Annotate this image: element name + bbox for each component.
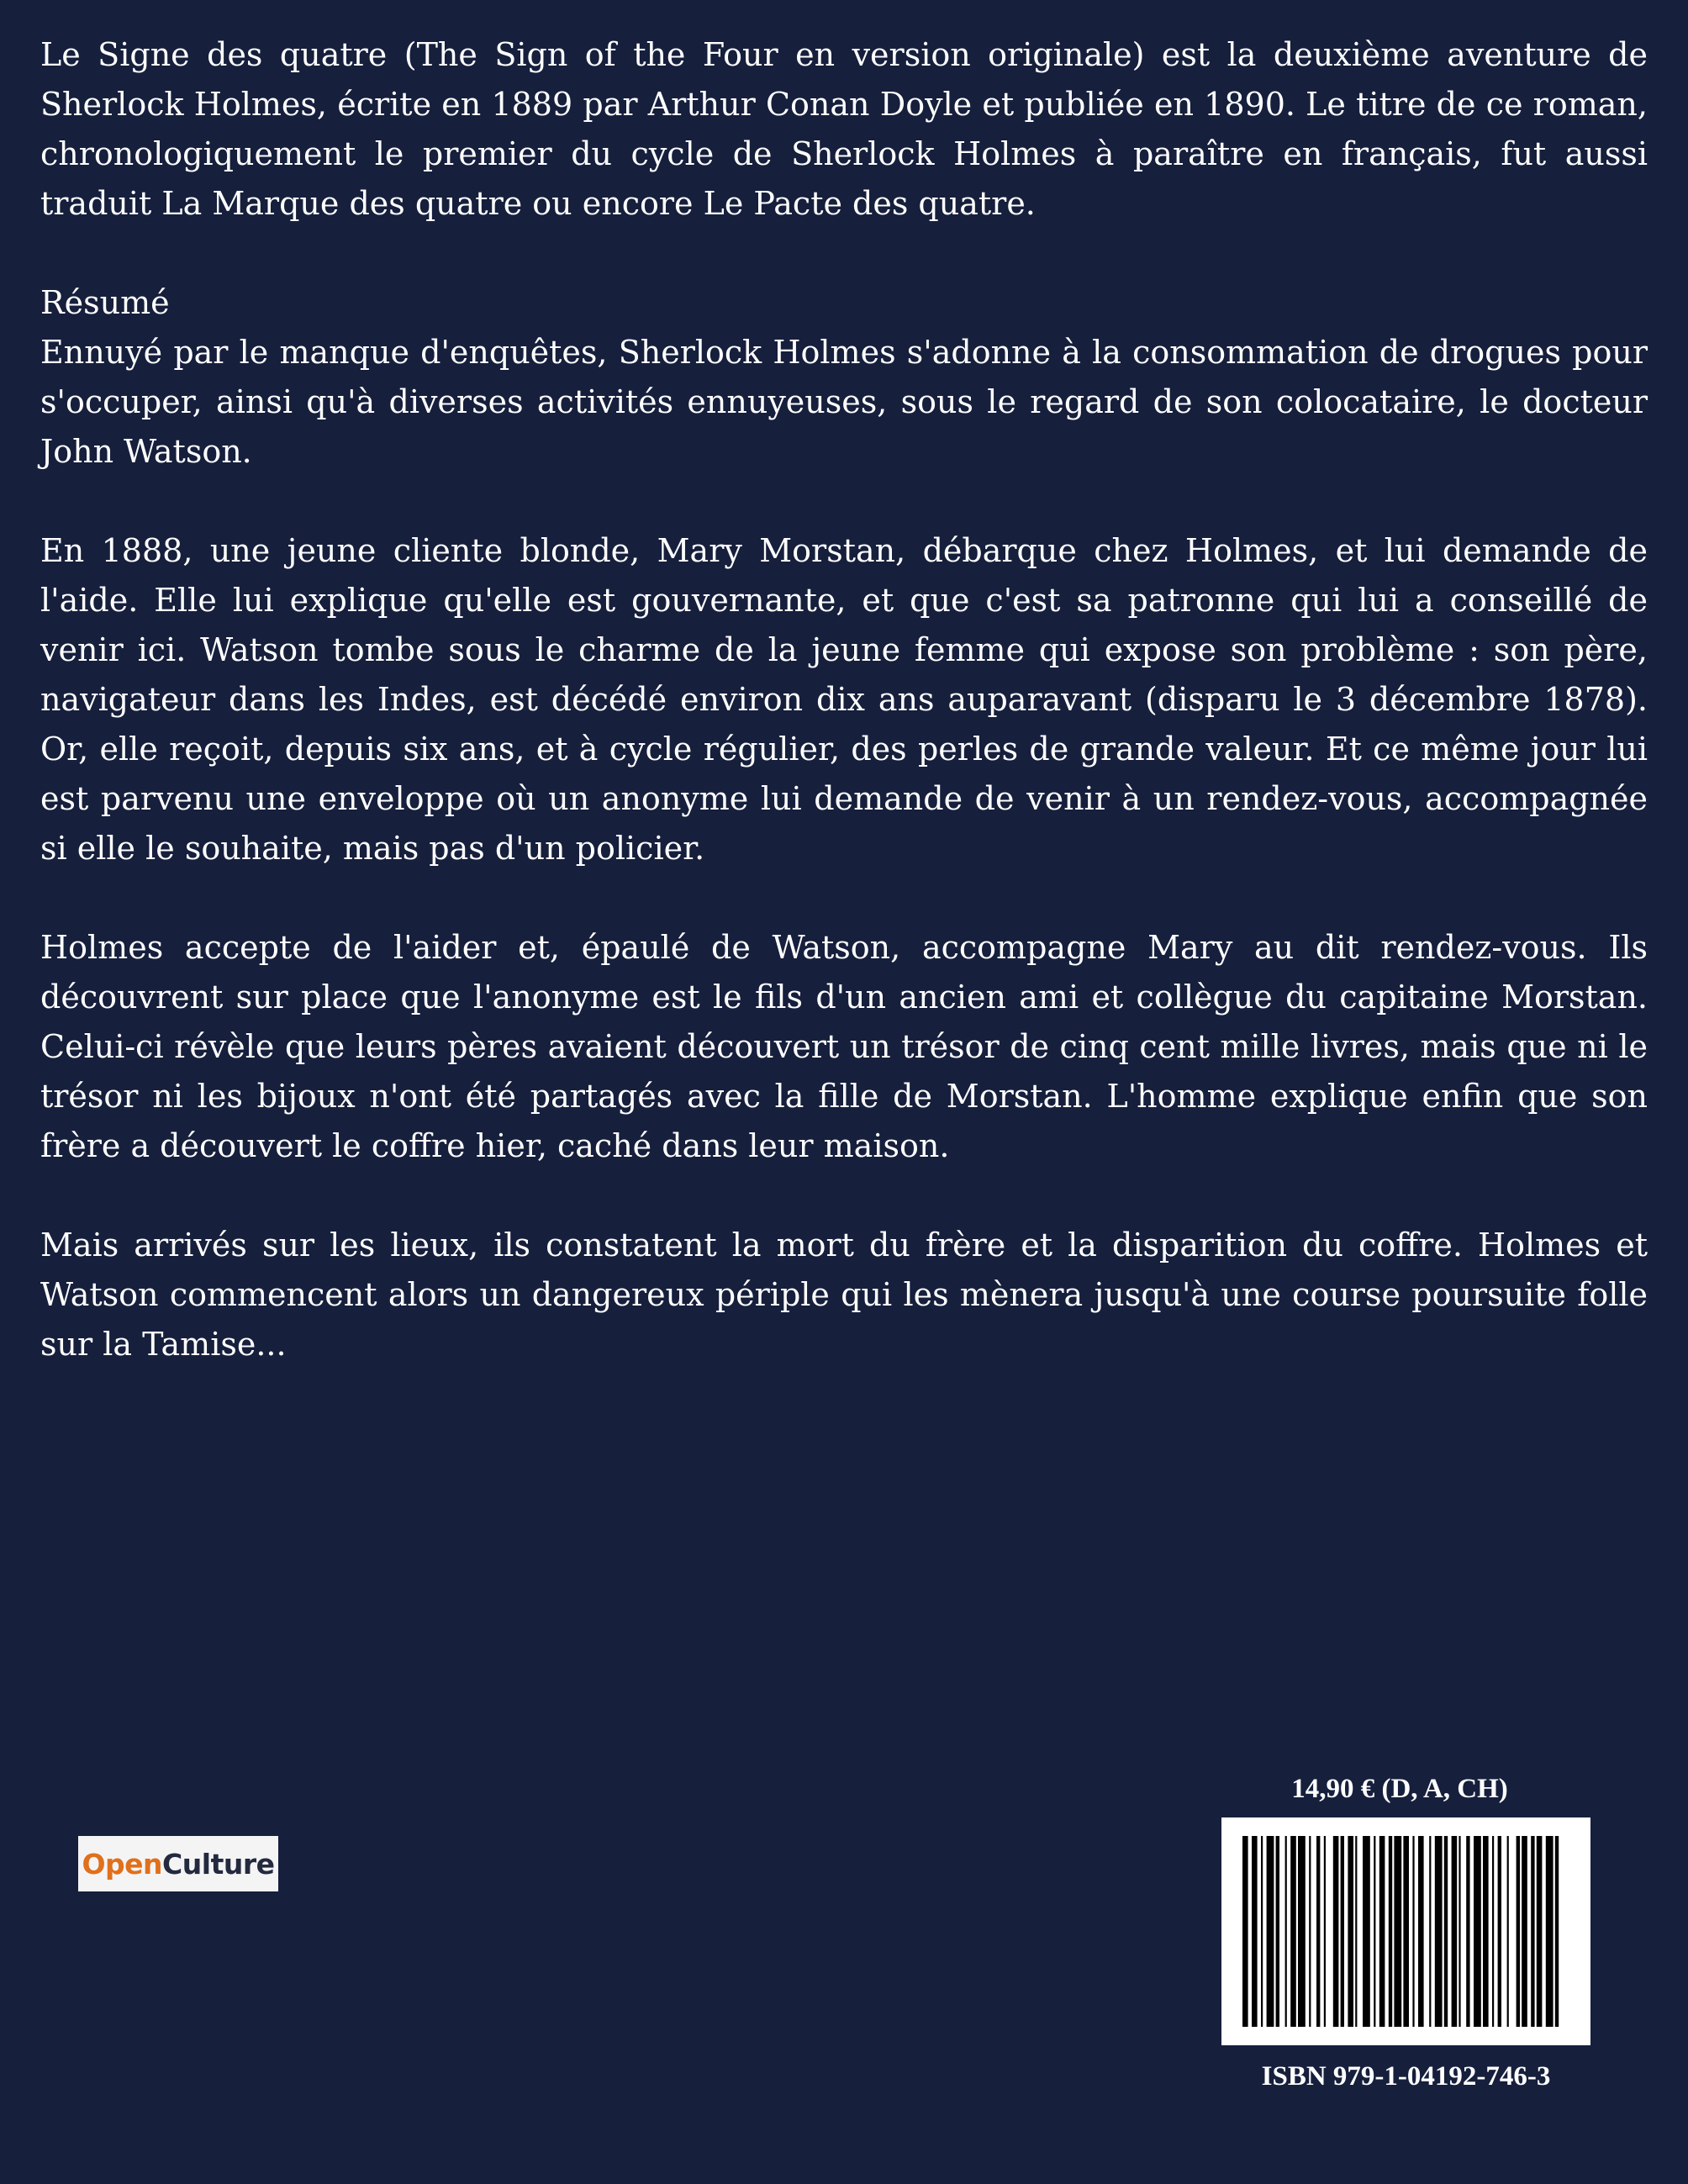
barcode-bar [1252,1836,1258,2027]
barcode-graphic [1242,1836,1569,2027]
barcode [1221,1817,1590,2045]
barcode-bar [1324,1836,1326,2027]
barcode-bar [1290,1836,1296,2027]
barcode-bar [1537,1836,1543,2027]
barcode-bar [1242,1836,1248,2027]
summary-paragraph-3: Holmes accepte de l'aider et, épaulé de Watson, accompagne Mary au dit rendez-vous. Ils découvrent sur place que l'anonyme est le fils d'un ancien ami et collègue du capitaine Morstan. Celui-ci révèle que leurs pères avaient découvert un trésor de cinq cent mille livres, mais que ni le trésor ni les bijoux n'ont été partagés avec la fille de Morstan. L'homme explique enfin que son frère a découvert le coffre hier, caché dans leur maison. [40,929,1648,1164]
barcode-bar [1267,1836,1274,2027]
description-text [40,30,1648,1369]
barcode-bar [1429,1836,1431,2027]
barcode-bar [1355,1836,1357,2027]
logo-open-text: Open [82,1847,163,1881]
barcode-bar [1379,1836,1385,2027]
barcode-bar [1531,1836,1534,2027]
barcode-bar [1374,1836,1375,2027]
barcode-bar [1412,1836,1414,2027]
barcode-bar [1459,1836,1460,2027]
barcode-bar [1507,1836,1509,2027]
barcode-bar [1341,1836,1344,2027]
publisher-logo [78,1836,278,1891]
barcode-bar [1333,1836,1339,2027]
resume-heading: Résumé [40,284,170,321]
summary-paragraph-2: En 1888, une jeune cliente blonde, Mary Morstan, débarque chez Holmes, et lui demande de l'aide. Elle lui explique qu'elle est gouvernante, et que c'est sa patronne qui lui a conseillé de venir ici. Watson tombe sous le charme de la jeune femme qui expose son problème : son père, navigateur dans les Indes, est décédé environ dix ans auparavant (disparu le 3 décembre 1878). Or, elle reçoit, depuis six ans, et à cycle régulier, des perles de grande valeur. Et ce même jour lui est parvenu une enveloppe où un anonyme lui demande de venir à un rendez-vous, accompagnée si elle le souhaite, mais pas d'un policier. [40,532,1648,867]
barcode-bar [1348,1836,1353,2027]
barcode-bar [1444,1836,1448,2027]
barcode-bar [1309,1836,1311,2027]
barcode-bar [1452,1836,1458,2027]
barcode-bar [1474,1836,1481,2027]
summary-section [40,278,1648,477]
barcode-bar [1403,1836,1409,2027]
barcode-bar [1555,1836,1559,2027]
price-label: 14,90 € (D, A, CH) [1291,1774,1508,1804]
barcode-bar [1261,1836,1263,2027]
barcode-bar [1276,1836,1279,2027]
barcode-bar [1522,1836,1527,2027]
barcode-bar [1363,1836,1370,2027]
barcode-bar [1435,1836,1443,2027]
barcode-bar [1498,1836,1501,2027]
barcode-bar [1394,1836,1401,2027]
barcode-bar [1316,1836,1320,2027]
barcode-bar [1483,1836,1489,2027]
logo-culture-text: Culture [162,1847,275,1881]
intro-paragraph: Le Signe des quatre (The Sign of the Four en version originale) est la deuxième aventure de Sherlock Holmes, écrite en 1889 par Arthur Conan Doyle et publiée en 1890. Le titre de ce roman, chronologiquement le premier du cycle de Sherlock Holmes à paraître en français, fut aussi traduit La Marque des quatre ou encore Le Pacte des quatre. [40,36,1648,222]
barcode-bar [1285,1836,1287,2027]
barcode-bar [1517,1836,1520,2027]
summary-paragraph-1: Ennuyé par le manque d'enquêtes, Sherlock Holmes s'adonne à la consommation de drogues pour s'occuper, ainsi qu'à diverses activités ennuyeuses, sous le regard de son colocataire, le docteur John Watson. [40,334,1648,470]
barcode-bar [1418,1836,1424,2027]
barcode-bar [1389,1836,1392,2027]
barcode-bar [1546,1836,1553,2027]
barcode-bar [1466,1836,1469,2027]
summary-paragraph-4: Mais arrivés sur les lieux, ils constatent la mort du frère et la disparition du coffre. Holmes et Watson commencent alors un dangereux périple qui les mènera jusqu'à une course poursuite folle sur la Tamise... [40,1227,1648,1363]
barcode-bar [1492,1836,1494,2027]
isbn-label: ISBN 979-1-04192-746-3 [1261,2061,1551,2092]
barcode-bar [1298,1836,1306,2027]
